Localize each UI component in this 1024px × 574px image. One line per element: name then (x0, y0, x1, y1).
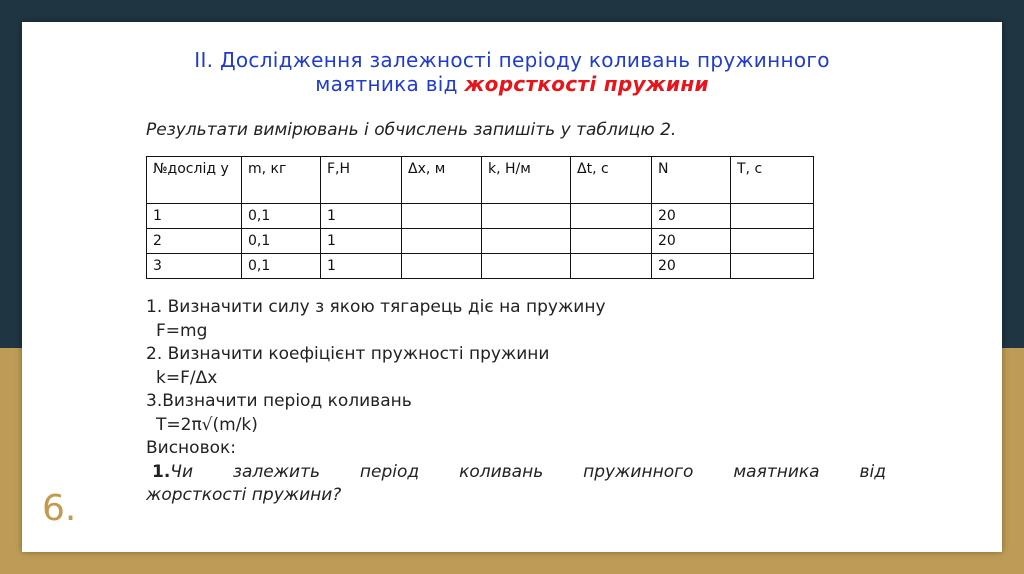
table-cell (402, 229, 482, 254)
table-cell (571, 204, 652, 229)
question-text: Чи залежить період коливань пружинного маятника від (170, 461, 886, 482)
table-cell: 0,1 (242, 254, 321, 279)
table-cell (402, 254, 482, 279)
table-cell (482, 204, 571, 229)
title-line-2 (0, 72, 1024, 96)
table-row (147, 229, 814, 254)
table-cell (482, 254, 571, 279)
instructions-block (146, 296, 886, 508)
table-cell (731, 229, 814, 254)
table-cell: 20 (652, 254, 731, 279)
header-cell: k, Н/м (482, 157, 571, 204)
table-cell: 1 (147, 204, 242, 229)
step-3: 3.Визначити період коливань (146, 391, 412, 411)
table-cell: 20 (652, 229, 731, 254)
step-2: 2. Визначити коефіцієнт пружності пружини (146, 344, 550, 364)
title-line-2-prefix: маятника від (315, 72, 465, 96)
title-highlight: жорсткості пружини (464, 72, 709, 96)
table-cell (571, 229, 652, 254)
table-cell: 2 (147, 229, 242, 254)
table-row (147, 204, 814, 229)
results-table (146, 156, 814, 279)
table-cell (571, 254, 652, 279)
slide-title (0, 48, 1024, 96)
formula-stiffness: k=F/Δx (156, 367, 218, 388)
question-number: 1. (152, 461, 171, 482)
formula-force: F=mg (156, 320, 208, 341)
title-line-1: II. Дослідження залежності періоду коливань пружинного (194, 48, 830, 72)
intro-text: Результати вимірювань і обчислень запишіть у таблицю 2. (146, 120, 677, 140)
conclusion-label: Висновок: (146, 438, 236, 458)
table-cell: 0,1 (242, 229, 321, 254)
conclusion-question-line-2: жорсткості пружини? (146, 485, 342, 505)
table-cell: 20 (652, 204, 731, 229)
header-cell: m, кг (242, 157, 321, 204)
table-cell: 0,1 (242, 204, 321, 229)
header-cell: N (652, 157, 731, 204)
table-header-row (147, 157, 814, 204)
table-cell (482, 229, 571, 254)
header-cell: T, c (731, 157, 814, 204)
table-cell (731, 204, 814, 229)
header-cell: Δx, м (402, 157, 482, 204)
table-cell: 1 (321, 229, 402, 254)
conclusion-question-line-1 (146, 461, 886, 485)
header-cell: №дослід у (147, 157, 242, 204)
table-cell: 1 (321, 204, 402, 229)
table-cell (402, 204, 482, 229)
table-cell: 3 (147, 254, 242, 279)
table-row (147, 254, 814, 279)
step-1: 1. Визначити силу з якою тягарець діє на пружину (146, 297, 606, 317)
page-number: 6. (42, 488, 77, 529)
table-cell: 1 (321, 254, 402, 279)
header-cell: Δt, с (571, 157, 652, 204)
table-cell (731, 254, 814, 279)
header-cell: F,H (321, 157, 402, 204)
formula-period: T=2π√(m/k) (156, 414, 258, 435)
